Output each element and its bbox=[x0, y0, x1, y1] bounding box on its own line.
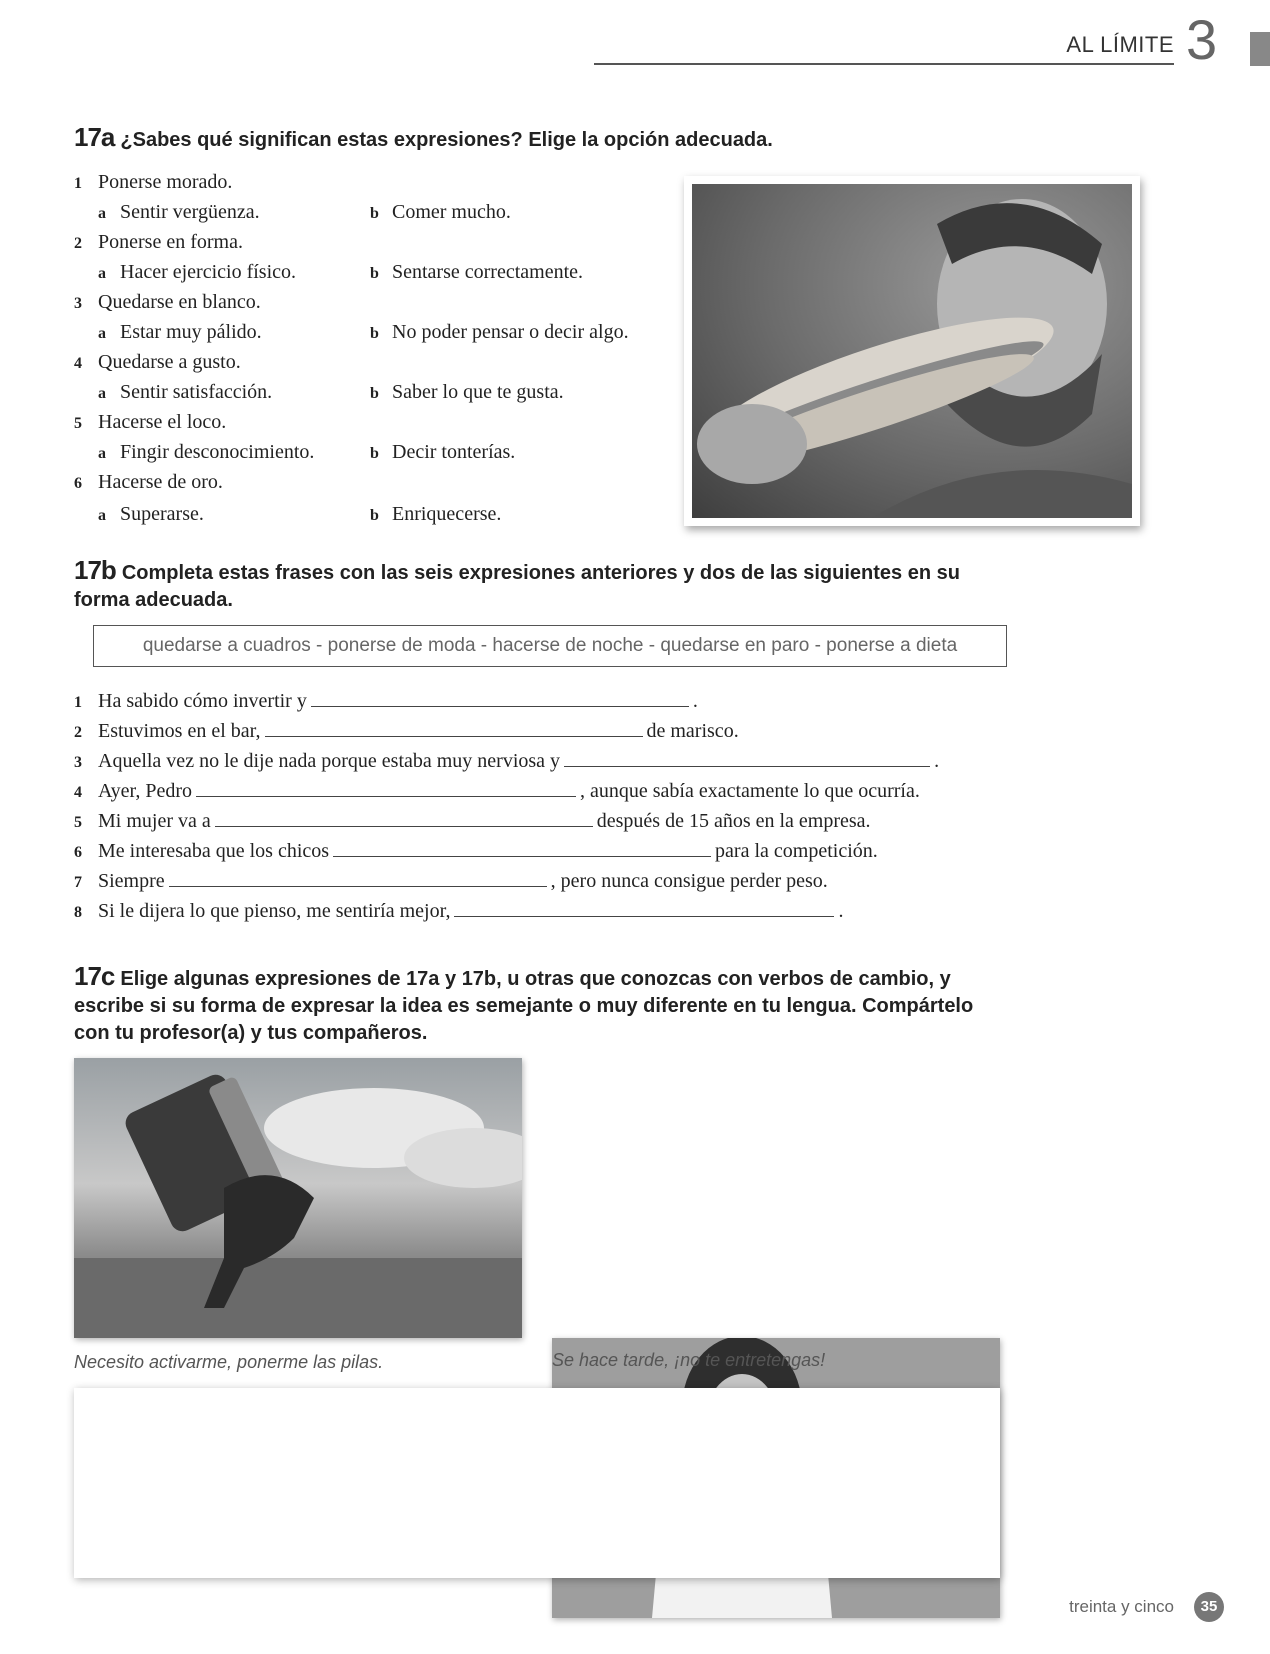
option-text: Superarse. bbox=[120, 503, 204, 525]
battery-runner-image bbox=[74, 1058, 522, 1338]
sentence-start: Aquella vez no le dije nada porque estaba muy nerviosa y bbox=[98, 750, 561, 772]
question-number: 3 bbox=[74, 295, 82, 312]
option-text: Saber lo que te gusta. bbox=[392, 381, 564, 403]
question-text: Hacerse el loco. bbox=[98, 411, 227, 433]
exercise-instruction: Completa estas frases con las seis expresiones anteriores y dos de las siguientes en su forma adecuada. bbox=[74, 562, 960, 611]
sentence-end: , aunque sabía exactamente lo que ocurría. bbox=[580, 780, 920, 802]
option-b[interactable] bbox=[370, 320, 629, 346]
exercise-17a-heading bbox=[74, 124, 1002, 154]
question-number: 1 bbox=[74, 175, 82, 192]
option-b[interactable] bbox=[370, 380, 564, 406]
option-text: Sentir satisfacción. bbox=[120, 381, 273, 403]
sentence-item bbox=[74, 808, 871, 835]
question-text: Ponerse morado. bbox=[98, 171, 233, 193]
option-letter: b bbox=[370, 205, 379, 222]
sentence-number: 1 bbox=[74, 694, 82, 711]
sentence-start: Me interesaba que los chicos bbox=[98, 840, 330, 862]
question-item bbox=[74, 470, 223, 496]
question-item bbox=[74, 290, 261, 316]
answer-blank[interactable] bbox=[333, 838, 711, 857]
word-bank-box: quedarse a cuadros - ponerse de moda - hacerse de noche - quedarse en paro - ponerse a dieta bbox=[93, 625, 1007, 667]
option-a[interactable] bbox=[98, 260, 296, 286]
exercise-reference: 17a bbox=[406, 968, 440, 990]
exercise-number: 17c bbox=[74, 961, 115, 991]
page-number-words: treinta y cinco bbox=[1069, 1597, 1174, 1616]
exercise-17b-heading bbox=[74, 557, 1002, 614]
sentence-end: . bbox=[692, 690, 698, 712]
sentence-number: 3 bbox=[74, 754, 82, 771]
sentence-number: 8 bbox=[74, 904, 82, 921]
question-text: Quedarse en blanco. bbox=[98, 291, 261, 313]
option-letter: b bbox=[370, 445, 379, 462]
option-text: Fingir desconocimiento. bbox=[120, 441, 315, 463]
question-text: Hacerse de oro. bbox=[98, 471, 223, 493]
answer-blank[interactable] bbox=[311, 688, 689, 707]
option-a[interactable] bbox=[98, 200, 260, 226]
option-letter: a bbox=[98, 265, 106, 282]
option-text: No poder pensar o decir algo. bbox=[392, 321, 629, 343]
sentence-number: 2 bbox=[74, 724, 82, 741]
sentence-start: Si le dijera lo que pienso, me sentiría mejor, bbox=[98, 900, 451, 922]
sandwich-photo-frame bbox=[684, 176, 1140, 526]
sandwich-illustration bbox=[692, 184, 1132, 518]
sentence-number: 5 bbox=[74, 814, 82, 831]
option-letter: b bbox=[370, 325, 379, 342]
option-letter: a bbox=[98, 205, 106, 222]
sentence-number: 7 bbox=[74, 874, 82, 891]
sentence-item bbox=[74, 688, 698, 715]
question-number: 2 bbox=[74, 235, 82, 252]
sentence-item bbox=[74, 898, 843, 925]
exercise-instruction-part: y bbox=[439, 968, 462, 990]
option-letter: a bbox=[98, 445, 106, 462]
answer-blank[interactable] bbox=[454, 898, 834, 917]
unit-title: AL LÍMITE bbox=[1066, 32, 1174, 57]
exercise-number: 17a bbox=[74, 122, 115, 152]
option-letter: b bbox=[370, 385, 379, 402]
question-item bbox=[74, 170, 232, 196]
sentence-end: después de 15 años en la empresa. bbox=[596, 810, 871, 832]
option-a[interactable] bbox=[98, 440, 314, 466]
unit-number: 3 bbox=[1186, 8, 1218, 71]
option-letter: b bbox=[370, 507, 379, 524]
option-letter: a bbox=[98, 325, 106, 342]
sentence-end: , pero nunca consigue perder peso. bbox=[550, 870, 828, 892]
sentence-end: . bbox=[934, 750, 940, 772]
sentence-start: Ha sabido cómo invertir y bbox=[98, 690, 307, 712]
option-a[interactable] bbox=[98, 380, 272, 406]
option-b[interactable] bbox=[370, 200, 511, 226]
header-rule bbox=[594, 63, 1174, 65]
answer-blank[interactable] bbox=[265, 718, 643, 737]
page-number-badge: 35 bbox=[1194, 1592, 1224, 1622]
option-letter: b bbox=[370, 265, 379, 282]
question-number: 4 bbox=[74, 355, 82, 372]
exercise-17c-heading bbox=[74, 963, 1002, 1047]
option-text: Enriquecerse. bbox=[392, 503, 502, 525]
caption-battery: Necesito activarme, ponerme las pilas. bbox=[74, 1352, 384, 1372]
sentence-item bbox=[74, 748, 939, 775]
answer-blank[interactable] bbox=[564, 748, 930, 767]
sentence-end: de marisco. bbox=[646, 720, 739, 742]
option-text: Sentir vergüenza. bbox=[120, 201, 260, 223]
option-text: Estar muy pálido. bbox=[120, 321, 262, 343]
man-eating-sandwich-image bbox=[692, 184, 1132, 518]
option-text: Comer mucho. bbox=[392, 201, 511, 223]
question-number: 5 bbox=[74, 415, 82, 432]
question-item bbox=[74, 410, 226, 436]
option-letter: a bbox=[98, 507, 106, 524]
caption-watch: Se hace tarde, ¡no te entretengas! bbox=[552, 1350, 826, 1370]
sentence-start: Mi mujer va a bbox=[98, 810, 211, 832]
sentence-item bbox=[74, 868, 828, 895]
option-text: Decir tonterías. bbox=[392, 441, 516, 463]
unit-tab bbox=[1250, 32, 1270, 66]
option-a[interactable] bbox=[98, 320, 262, 346]
answer-writing-area[interactable] bbox=[74, 1388, 1000, 1578]
sentence-item bbox=[74, 778, 920, 805]
exercise-instruction-part: , u otras que conozcas con verbos de cambio, y escribe si su forma de expresar la idea es semejante o muy diferente en tu lengua. Compártelo con tu profesor(a) y tus compañeros. bbox=[74, 968, 974, 1044]
question-number: 6 bbox=[74, 475, 82, 492]
answer-blank[interactable] bbox=[169, 868, 547, 887]
exercise-reference: 17b bbox=[461, 968, 497, 990]
sentence-start: Ayer, Pedro bbox=[98, 780, 193, 802]
option-text: Hacer ejercicio físico. bbox=[120, 261, 297, 283]
option-letter: a bbox=[98, 385, 106, 402]
sentence-number: 4 bbox=[74, 784, 82, 801]
sentence-end: . bbox=[838, 900, 844, 922]
question-text: Ponerse en forma. bbox=[98, 231, 243, 253]
exercise-instruction: ¿Sabes qué significan estas expresiones? Elige la opción adecuada. bbox=[120, 129, 773, 151]
option-b[interactable] bbox=[370, 440, 515, 466]
question-text: Quedarse a gusto. bbox=[98, 351, 241, 373]
sentence-end: para la competición. bbox=[715, 840, 878, 862]
option-text: Sentarse correctamente. bbox=[392, 261, 584, 283]
question-item bbox=[74, 230, 243, 256]
sentence-start: Siempre bbox=[98, 870, 165, 892]
battery-runner-illustration bbox=[74, 1058, 522, 1338]
option-b[interactable] bbox=[370, 502, 501, 528]
sentence-item bbox=[74, 718, 739, 745]
question-item bbox=[74, 350, 241, 376]
sentence-number: 6 bbox=[74, 844, 82, 861]
exercise-instruction-part: Elige algunas expresiones de bbox=[120, 968, 407, 990]
answer-blank[interactable] bbox=[215, 808, 593, 827]
option-a[interactable] bbox=[98, 502, 204, 528]
option-b[interactable] bbox=[370, 260, 583, 286]
exercise-number: 17b bbox=[74, 555, 116, 585]
sentence-start: Estuvimos en el bar, bbox=[98, 720, 261, 742]
answer-blank[interactable] bbox=[196, 778, 576, 797]
sentence-item bbox=[74, 838, 878, 865]
